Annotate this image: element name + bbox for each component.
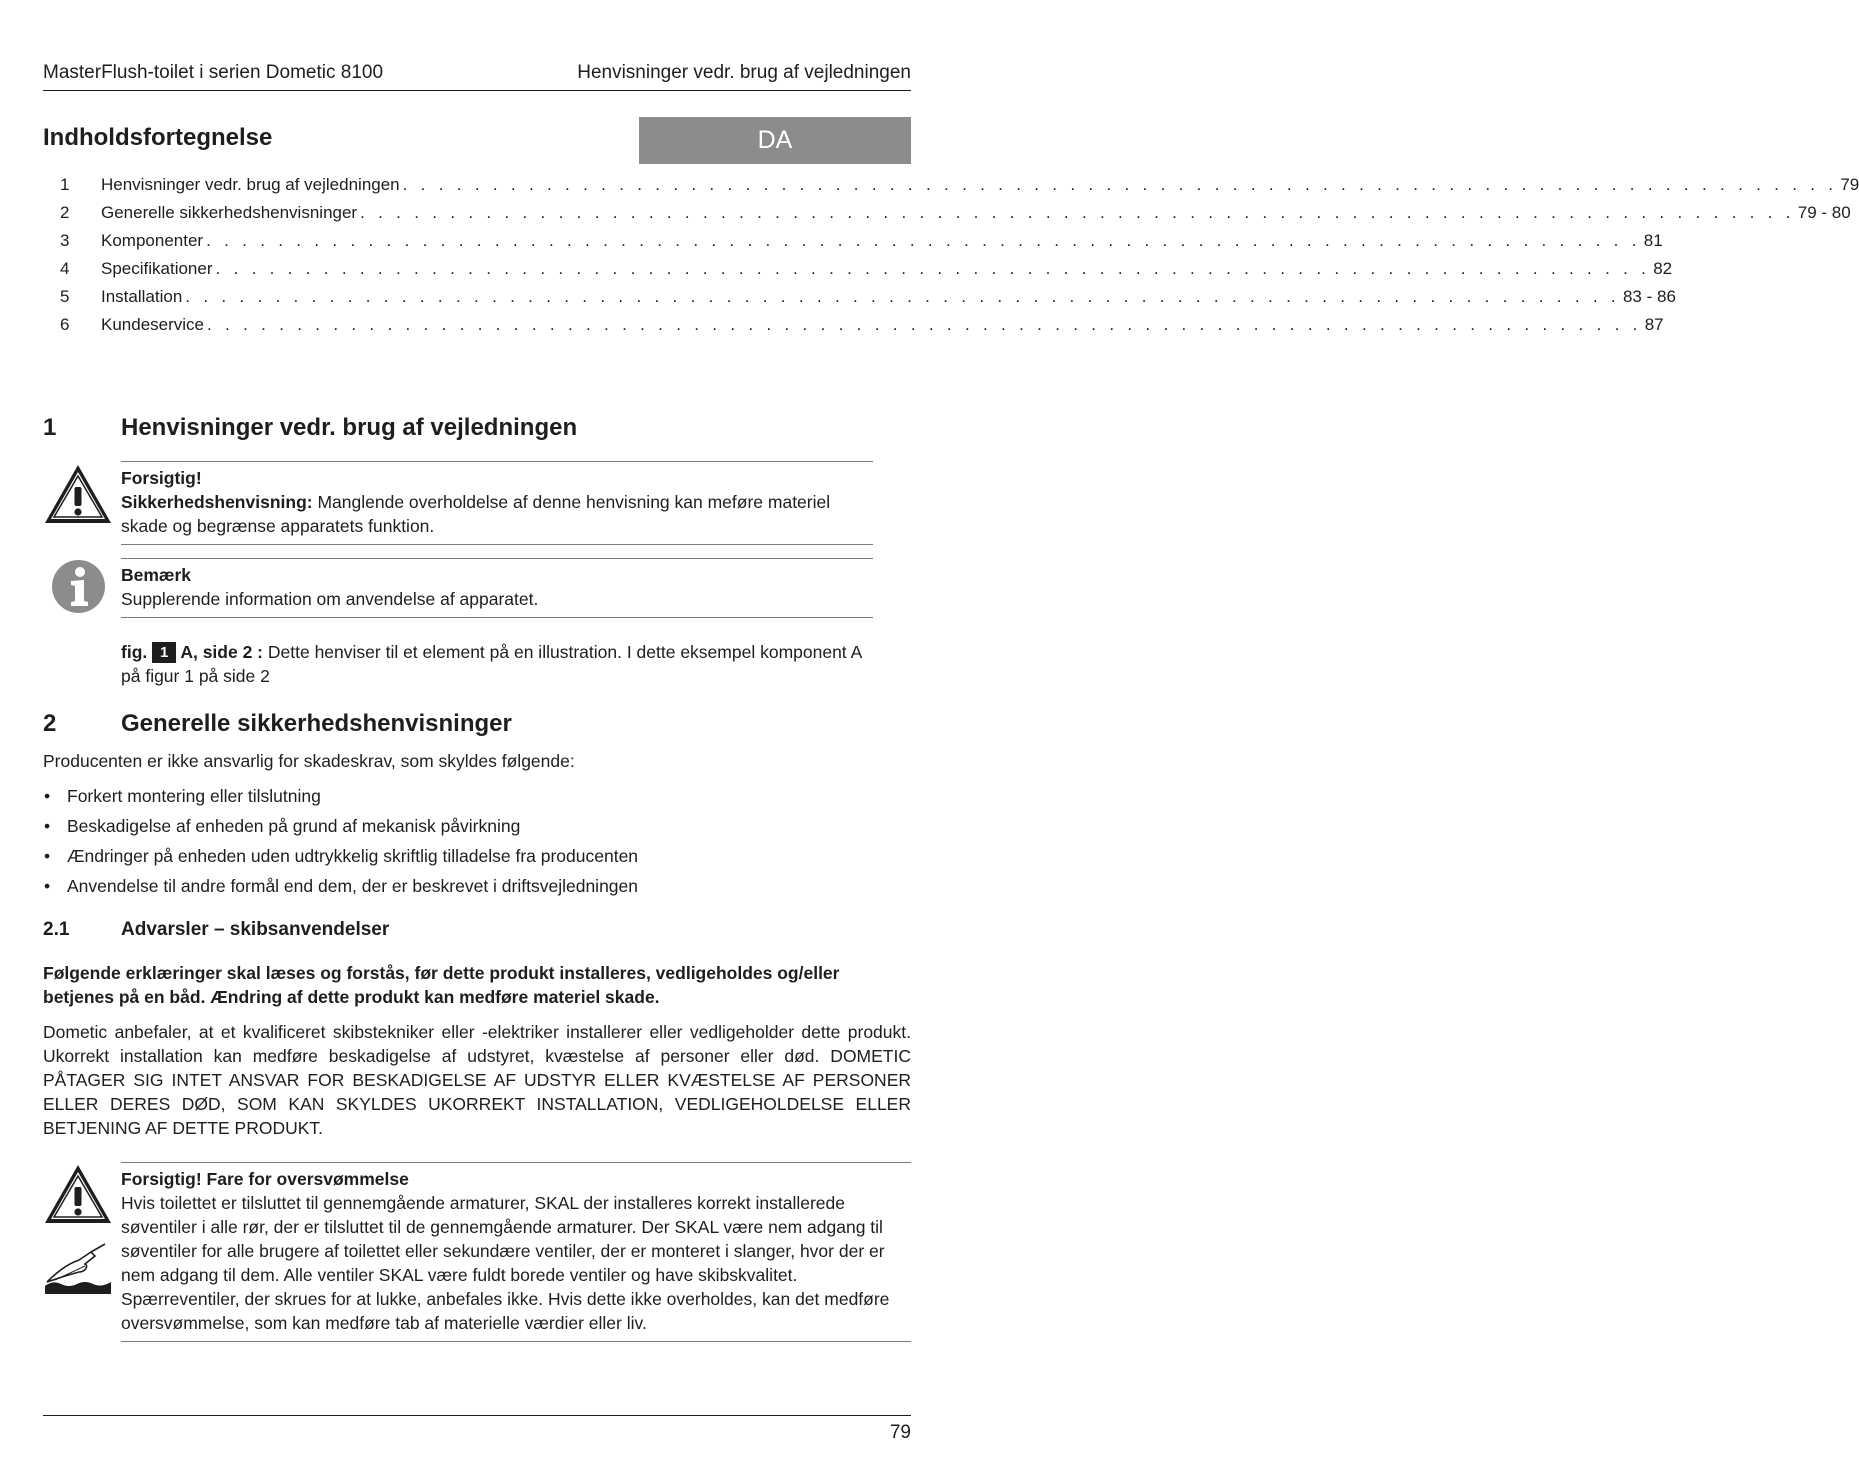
toc-leader: . . . . . . . . . . . . . . . . . . . . . . . . . . . . . . . . . . . . . . . . . . . . . . . . . . . . . . . . . . . . . . . . . . . . . . . . . . . . . . . . [185, 287, 1620, 306]
flood-caution-text: Hvis toilettet er tilsluttet til gennemgående armaturer, SKAL der installeres korrekt installerede søventiler i alle rør, der er tilsluttet til de gennemgående armaturer. Der SKAL være nem adgang til søventiler for alle brugere af toilettet eller sekundære ventiler, der er monteret i slanger, hvor der er nem adgang til dem. Alle ventiler SKAL være fuldt borede ventiler og have skibskvalitet. Spærreventiler, der skrues for at lukke, anbefales ikke. Hvis dette ikke overholdes, kan det medføre oversvømmelse, som kan medføre tab af materielle værdier eller liv. [121, 1193, 890, 1333]
list-item [43, 784, 638, 814]
toc-entry-number: 1 [60, 175, 70, 194]
divider [121, 1162, 911, 1163]
warning-triangle-icon [43, 1163, 113, 1225]
list-item-text: Forkert montering eller tilslutning [67, 786, 321, 806]
toc-entry-page: 81 [1643, 231, 1663, 250]
bullet-icon: • [44, 816, 51, 836]
table-of-contents [43, 172, 1859, 340]
toc-leader: . . . . . . . . . . . . . . . . . . . . . . . . . . . . . . . . . . . . . . . . . . . . . . . . . . . . . . . . . . . . . . . . . . . . . . . . . . . . . . . . [402, 175, 1838, 194]
note-text: Supplerende information om anvendelse af apparatet. [121, 589, 539, 609]
toc-entry-label: Kundeservice [101, 315, 205, 334]
subsection-number: 2.1 [43, 919, 70, 940]
document-title: MasterFlush-toilet i serien Dometic 8100 [43, 62, 384, 83]
warning-triangle-icon [43, 463, 113, 525]
toc-entry-page: 82 [1653, 259, 1673, 278]
bullet-icon: • [44, 876, 51, 896]
toc-entry[interactable] [43, 312, 1664, 340]
list-item [43, 814, 638, 844]
section-number: 1 [43, 414, 57, 441]
toc-entry[interactable] [43, 256, 1673, 284]
page-number: 79 [889, 1422, 911, 1443]
toc-entry-page: 79 [1840, 175, 1859, 194]
toc-entry-label: Komponenter [101, 231, 204, 250]
list-item [43, 844, 638, 874]
toc-leader: . . . . . . . . . . . . . . . . . . . . . . . . . . . . . . . . . . . . . . . . . . . . . . . . . . . . . . . . . . . . . . . . . . . . . . . . . . . . . . . . [206, 231, 1641, 250]
bullet-icon: • [44, 846, 51, 866]
header-section-title: Henvisninger vedr. brug af vejledningen [577, 62, 911, 83]
toc-entry-page: 83 - 86 [1622, 287, 1676, 306]
flood-caution-notice [121, 1167, 911, 1335]
toc-leader: . . . . . . . . . . . . . . . . . . . . . . . . . . . . . . . . . . . . . . . . . . . . . . . . . . . . . . . . . . . . . . . . . . . . . . . . . . . . . . . . [360, 203, 1795, 222]
list-item-text: Ændringer på enheden uden udtrykkelig skriftlig tilladelse fra producenten [67, 846, 639, 866]
info-icon [51, 559, 106, 614]
toc-entry-label: Specifikationer [101, 259, 213, 278]
flooding-hazard-icon [45, 1242, 111, 1294]
body-paragraph: Dometic anbefaler, at et kvalificeret skibstekniker eller -elektriker installerer eller vedligeholder dette produkt. Ukorrekt installation kan medføre beskadigelse af udstyret, kvæstelse af personer eller død. DOMETIC PÅTAGER SIG INTET ANSVAR FOR BESKADIGELSE AF UDSTYR ELLER KVÆSTELSE AF PERSONER ELLER DERES DØD, SOM KAN SKYLDES UKORREKT INSTALLATION, VEDLIGEHOLDELSE ELLER BETJENING AF DETTE PRODUKT. [43, 1022, 911, 1138]
figure-reference-note [121, 640, 873, 688]
toc-entry-label: Installation [101, 287, 183, 306]
footer-divider [43, 1415, 911, 1416]
section-title: Generelle sikkerhedshenvisninger [121, 710, 512, 737]
caution-notice [121, 466, 873, 538]
bullet-list [43, 784, 638, 904]
caution-label: Sikkerhedshenvisning: [121, 492, 313, 512]
toc-entry-number: 6 [60, 315, 70, 334]
divider [121, 1341, 911, 1342]
toc-entry-label: Henvisninger vedr. brug af vejledningen [101, 175, 400, 194]
note-notice [121, 563, 873, 611]
fig-ref: A, side 2 : [176, 642, 264, 662]
note-heading: Bemærk [121, 565, 192, 585]
flood-caution-heading: Forsigtig! Fare for oversvømmelse [121, 1169, 409, 1189]
divider [121, 617, 873, 618]
toc-entry[interactable] [43, 172, 1859, 200]
toc-entry-number: 4 [60, 259, 70, 278]
list-item [43, 874, 638, 904]
caution-heading: Forsigtig! [121, 468, 202, 488]
toc-entry-page: 87 [1644, 315, 1664, 334]
toc-leader: . . . . . . . . . . . . . . . . . . . . . . . . . . . . . . . . . . . . . . . . . . . . . . . . . . . . . . . . . . . . . . . . . . . . . . . . . . . . . . . . [215, 259, 1651, 278]
toc-entry[interactable] [43, 228, 1663, 256]
toc-entry-label: Generelle sikkerhedshenvisninger [101, 203, 358, 222]
bold-warning-paragraph: Følgende erklæringer skal læses og forstås, før dette produkt installeres, vedligeholdes og/eller betjenes på en båd. Ændring af dette produkt kan medføre materiel skade. [43, 963, 840, 1007]
toc-entry-page: 79 - 80 [1797, 203, 1851, 222]
subsection-title: Advarsler – skibsanvendelser [121, 919, 390, 940]
caution-text: Manglende overholdelse af denne henvisning kan meføre materiel skade og begrænse apparatets funktion. [121, 492, 831, 536]
divider [121, 544, 873, 545]
toc-entry[interactable] [43, 200, 1851, 228]
toc-entry-number: 5 [60, 287, 70, 306]
toc-leader: . . . . . . . . . . . . . . . . . . . . . . . . . . . . . . . . . . . . . . . . . . . . . . . . . . . . . . . . . . . . . . . . . . . . . . . . . . . . . . . . [207, 315, 1642, 334]
list-item-text: Beskadigelse af enheden på grund af mekanisk påvirkning [67, 816, 521, 836]
divider [121, 558, 873, 559]
bullet-icon: • [44, 786, 51, 806]
section-intro: Producenten er ikke ansvarlig for skadeskrav, som skyldes følgende: [43, 751, 575, 771]
list-item-text: Anvendelse til andre formål end dem, der er beskrevet i driftsvejledningen [67, 876, 639, 896]
section-title: Henvisninger vedr. brug af vejledningen [121, 414, 578, 441]
figure-number-box: 1 [152, 642, 176, 663]
fig-text: Dette henviser til et element på en illustration. I dette eksempel komponent A på figur 1 på side 2 [121, 642, 862, 686]
divider [121, 461, 873, 462]
toc-entry[interactable] [43, 284, 1676, 312]
language-tab: DA [639, 117, 911, 164]
toc-title: Indholdsfortegnelse [43, 124, 273, 151]
toc-entry-number: 3 [60, 231, 70, 250]
fig-prefix: fig. [121, 642, 148, 662]
toc-entry-number: 2 [60, 203, 70, 222]
page-header [43, 58, 911, 91]
section-number: 2 [43, 710, 57, 737]
